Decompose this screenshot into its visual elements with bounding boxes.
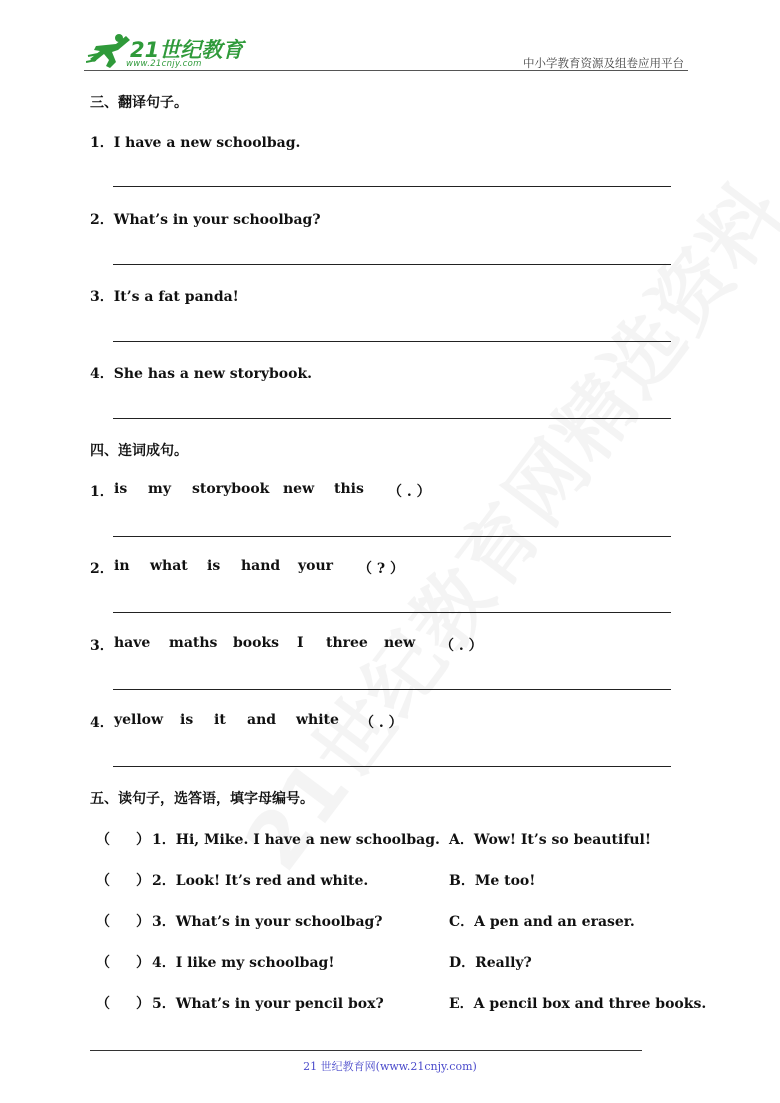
- footer-link[interactable]: 21 世纪教育网(www.21cnjy.com): [303, 1060, 477, 1073]
- translate-item-3: 3．It’s a fat panda!: [90, 289, 239, 305]
- punct-hint: （ . ）: [388, 484, 431, 500]
- answer-line-4-4[interactable]: [113, 766, 671, 767]
- match-answer-c: C．A pen and an eraser.: [449, 914, 635, 930]
- question-text: 5．What’s in your pencil box?: [152, 996, 384, 1012]
- word: I: [297, 635, 304, 651]
- answer-line-4-1[interactable]: [113, 536, 671, 537]
- word: books: [233, 635, 280, 651]
- answer-blank-right: ）: [136, 955, 150, 971]
- word-order-item-1: 1． is my storybook new this （ . ）: [90, 481, 431, 500]
- question-text: 1．Hi, Mike. I have a new schoolbag.: [152, 832, 440, 848]
- question-text: 2．Look! It’s red and white.: [152, 873, 369, 889]
- question-text: 4．I like my schoolbag!: [152, 955, 335, 971]
- answer-blank-left[interactable]: （: [96, 955, 110, 971]
- match-answer-d: D．Really?: [449, 955, 532, 971]
- word: it: [214, 712, 226, 728]
- word: what: [150, 558, 188, 574]
- translate-item-1: 1．I have a new schoolbag.: [90, 135, 301, 151]
- answer-blank-left[interactable]: （: [96, 914, 110, 930]
- word: new: [384, 635, 416, 651]
- word: in: [114, 558, 130, 574]
- punct-hint: （ ? ）: [358, 561, 404, 577]
- answer-blank-right: ）: [136, 996, 150, 1012]
- word: is: [114, 481, 128, 497]
- word: hand: [241, 558, 281, 574]
- word: white: [296, 712, 339, 728]
- answer-blank-left[interactable]: （: [96, 996, 110, 1012]
- word: three: [326, 635, 368, 651]
- translate-item-4: 4．She has a new storybook.: [90, 366, 313, 382]
- word: your: [298, 558, 334, 574]
- header-divider: [84, 70, 688, 71]
- translate-item-2: 2．What’s in your schoolbag?: [90, 212, 321, 228]
- section-5-title: 五、读句子，选答语，填字母编号。: [90, 791, 314, 807]
- answer-blank-right: ）: [136, 914, 150, 930]
- site-logo[interactable]: [86, 30, 256, 72]
- answer-line-3-4[interactable]: [113, 418, 671, 419]
- answer-line-3-3[interactable]: [113, 341, 671, 342]
- word: is: [207, 558, 221, 574]
- section-4-title: 四、连词成句。: [90, 443, 188, 459]
- answer-blank-left[interactable]: （: [96, 873, 110, 889]
- answer-blank-right: ）: [136, 832, 150, 848]
- punct-hint: （ . ）: [360, 715, 403, 731]
- answer-line-4-3[interactable]: [113, 689, 671, 690]
- answer-line-4-2[interactable]: [113, 612, 671, 613]
- word-order-item-2: 2． in what is hand your （ ? ）: [90, 558, 404, 577]
- word: my: [148, 481, 171, 497]
- word-order-item-4: 4． yellow is it and white （ . ）: [90, 712, 403, 731]
- word: yellow: [114, 712, 164, 728]
- section-3-title: 三、翻译句子。: [90, 95, 188, 111]
- word: maths: [169, 635, 218, 651]
- word-order-item-3: 3． have maths books I three new （ . ）: [90, 635, 483, 654]
- word: this: [334, 481, 364, 497]
- logo-url: www.21cnjy.com: [126, 59, 202, 69]
- answer-line-3-2[interactable]: [113, 264, 671, 265]
- question-text: 3．What’s in your schoolbag?: [152, 914, 383, 930]
- punct-hint: （ . ）: [440, 638, 483, 654]
- match-answer-e: E．A pencil box and three books.: [449, 996, 707, 1012]
- answer-blank-left[interactable]: （: [96, 832, 110, 848]
- word: new: [283, 481, 315, 497]
- answer-line-3-1[interactable]: [113, 186, 671, 187]
- answer-blank-right: ）: [136, 873, 150, 889]
- footer-divider: [90, 1050, 642, 1051]
- word: have: [114, 635, 151, 651]
- match-answer-a: A．Wow! It’s so beautiful!: [449, 832, 651, 848]
- match-answer-b: B．Me too!: [449, 873, 536, 889]
- word: is: [180, 712, 194, 728]
- platform-name: 中小学教育资源及组卷应用平台: [523, 56, 684, 70]
- word: and: [247, 712, 277, 728]
- logo-text: 21世纪教育: [130, 38, 244, 62]
- word: storybook: [192, 481, 270, 497]
